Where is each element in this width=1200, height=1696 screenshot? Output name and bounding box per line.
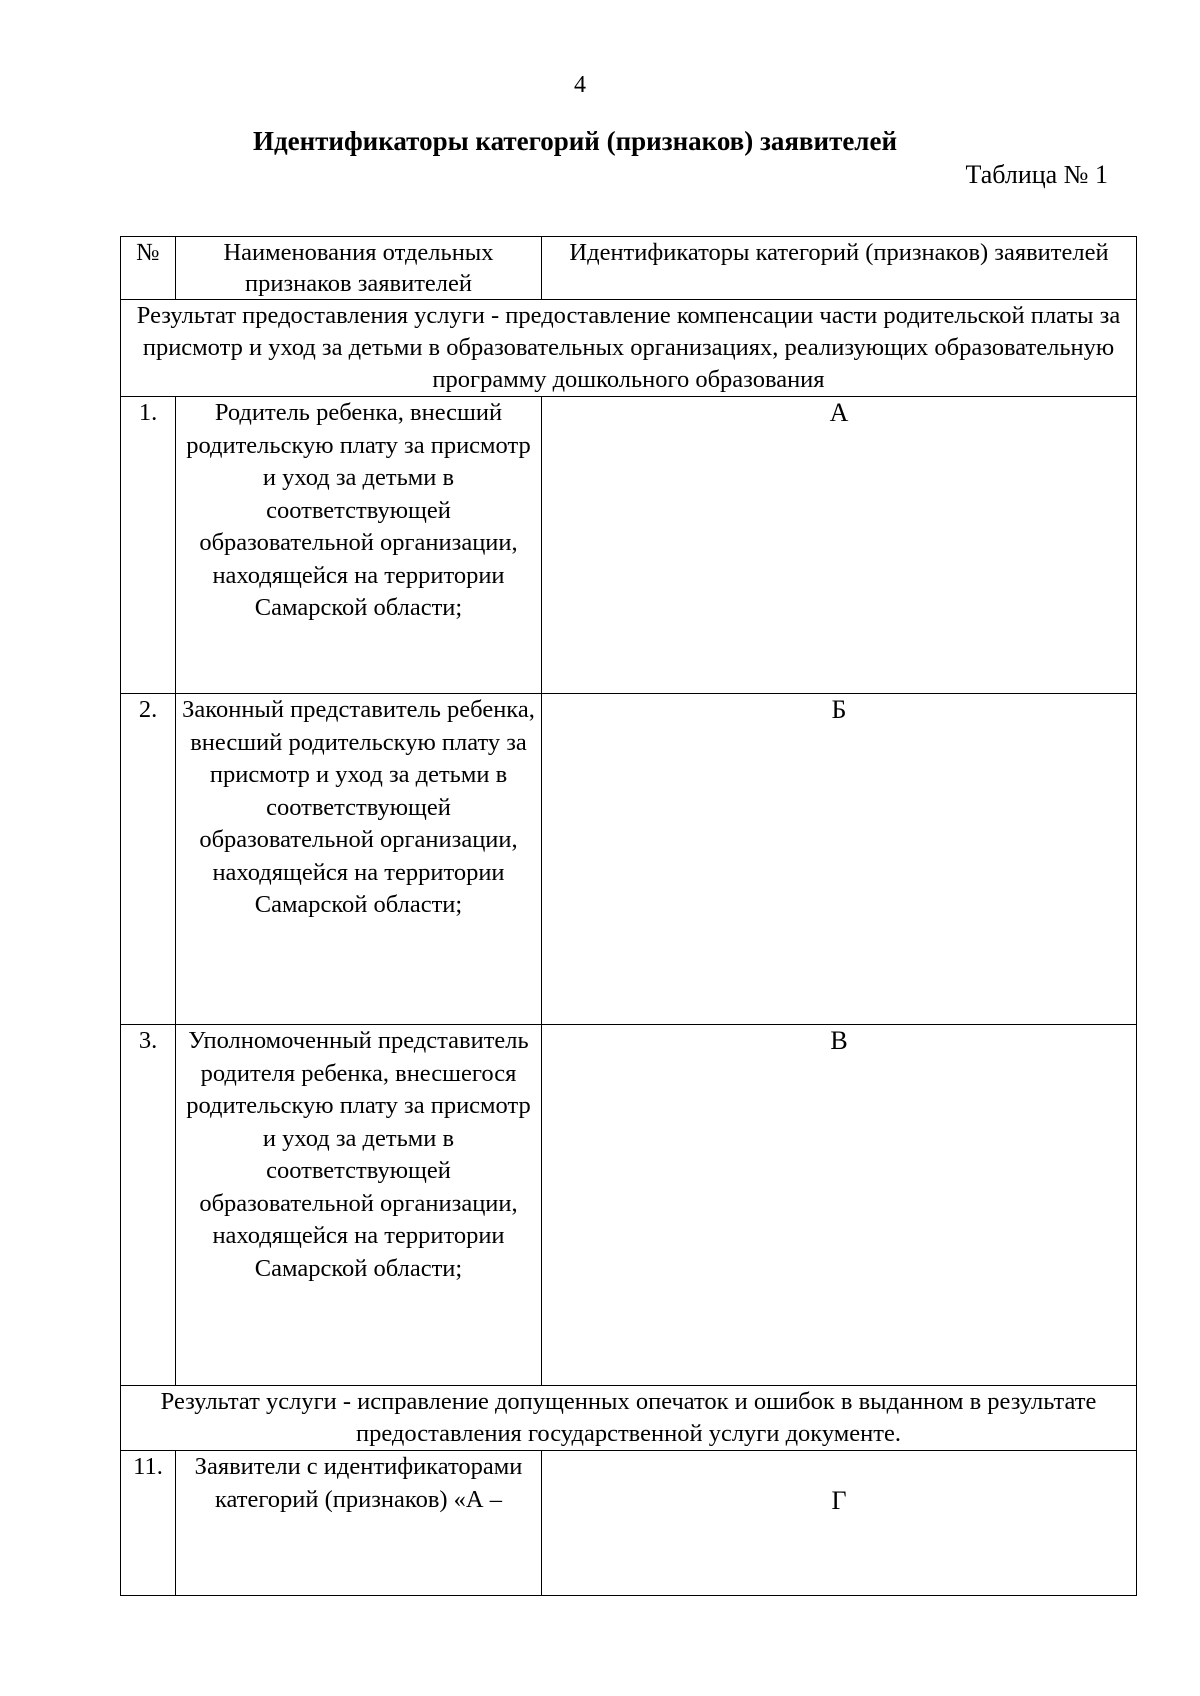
header-num: № [121, 237, 176, 300]
section-title: Результат предоставления услуги - предоставление компенсации части родительской платы за присмотр и уход за детьми в образовательных организациях, реализующих образовательную программу дошкольного образования [121, 300, 1137, 397]
row-num: 3. [121, 1025, 176, 1386]
row-name: Родитель ребенка, внесший родительскую плату за присмотр и уход за детьми в соответствующей образовательной организации, находящейся на территории Самарской области; [176, 397, 542, 694]
row-num: 11. [121, 1451, 176, 1596]
table-row [121, 694, 1137, 1025]
row-identifier: Г [542, 1451, 1137, 1596]
row-identifier: А [542, 397, 1137, 694]
document-title: Идентификаторы категорий (признаков) заявителей [252, 126, 898, 156]
table-row [121, 1025, 1137, 1386]
table-row [121, 397, 1137, 694]
table-header-row [121, 237, 1137, 300]
table-row [121, 1451, 1137, 1596]
applicant-categories-table [120, 236, 1137, 1596]
section-title: Результат услуги - исправление допущенных опечаток и ошибок в выданном в результате предоставления государственной услуги документе. [121, 1386, 1137, 1451]
row-identifier: Б [542, 694, 1137, 1025]
row-identifier: В [542, 1025, 1137, 1386]
page-number: 4 [574, 72, 586, 98]
row-num: 2. [121, 694, 176, 1025]
table-caption: Таблица № 1 [965, 160, 1108, 189]
header-name: Наименования отдельных признаков заявителей [176, 237, 542, 300]
row-name: Уполномоченный представитель родителя ребенка, внесшегося родительскую плату за присмотр и уход за детьми в соответствующей образовательной организации, находящейся на территории Самарской области; [176, 1025, 542, 1386]
row-num: 1. [121, 397, 176, 694]
section-row [121, 300, 1137, 397]
section-row [121, 1386, 1137, 1451]
row-name: Законный представитель ребенка, внесший родительскую плату за присмотр и уход за детьми в соответствующей образовательной организации, находящейся на территории Самарской области; [176, 694, 542, 1025]
header-id: Идентификаторы категорий (признаков) заявителей [542, 237, 1137, 300]
row-name: Заявители с идентификаторами категорий (признаков) «А – [176, 1451, 542, 1596]
